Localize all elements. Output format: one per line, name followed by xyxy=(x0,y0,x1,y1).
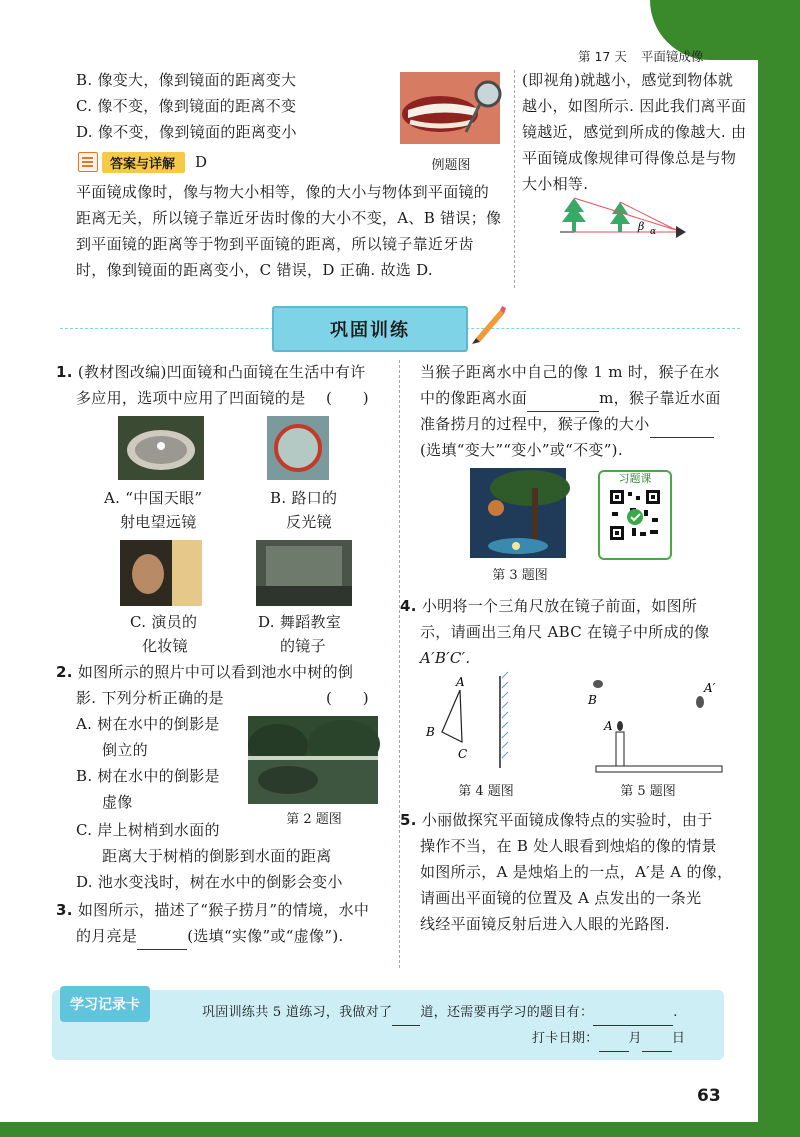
q4-diagram xyxy=(420,672,530,772)
record-month-label: 月 xyxy=(628,1031,642,1046)
section-title-box xyxy=(272,306,468,352)
qr-card[interactable] xyxy=(598,470,672,560)
q1-option-c-line-1: C. 演员的 xyxy=(130,613,198,631)
qr-code-icon xyxy=(608,488,662,542)
q1-line-1 xyxy=(56,360,366,385)
record-text-1b: 道，还需要再学习的题目有： xyxy=(420,1005,594,1020)
q3-line-1 xyxy=(56,898,369,923)
q3-blank-2[interactable] xyxy=(527,386,599,412)
q4-text-1: 小明将一个三角尺放在镜子前面，如图所 xyxy=(421,597,698,615)
record-date-label: 打卡日期： xyxy=(532,1031,599,1046)
q2-number: 2. xyxy=(56,663,73,681)
q2-text-1: 如图所示的照片中可以看到池水中树的倒 xyxy=(77,663,354,681)
q1-number: 1. xyxy=(56,363,73,381)
column-divider-main xyxy=(399,360,400,968)
notebook-icon xyxy=(78,152,98,172)
page-number: 63 xyxy=(697,1086,721,1106)
q1-photo-b xyxy=(267,416,329,480)
q1-paren: ( ) xyxy=(326,389,369,407)
q1-photo-a xyxy=(118,416,204,480)
q3-right-4: (选填“变大”“变小”或“不变”). xyxy=(420,441,623,459)
q4-caption: 第 4 题图 xyxy=(458,784,514,799)
q3-illustration xyxy=(470,468,566,558)
q3-blank-3[interactable] xyxy=(650,412,714,438)
q1-option-d-line-2: 的镜子 xyxy=(280,637,326,655)
q3-right-3 xyxy=(420,412,714,438)
q2-option-a-1: A. 树在水中的倒影是 xyxy=(76,715,220,733)
answer-badge xyxy=(78,152,207,172)
q2-option-d: D. 池水变浅时，树在水中的倒影会变小 xyxy=(76,873,343,891)
q1-text-1: (教材图改编)凹面镜和凸面镜在生活中有许 xyxy=(77,363,366,381)
q2-paren: ( ) xyxy=(326,689,369,707)
q3-line-2 xyxy=(76,924,344,950)
q3-right-2b: m，猴子靠近水面 xyxy=(599,389,721,407)
answer-label: 答案与详解 xyxy=(102,152,185,173)
q5-text-5: 线经平面镜反射后进入人眼的光路图. xyxy=(420,915,670,933)
q4-text-2: 示，请画出三角尺 ABC 在镜子中所成的像 xyxy=(420,623,710,641)
q3-blank-1[interactable] xyxy=(137,924,187,950)
qr-label: 习题课 xyxy=(618,472,652,485)
q2-line-1 xyxy=(56,660,353,685)
record-text-1a: 巩固训练共 5 道练习，我做对了 xyxy=(202,1005,393,1020)
answer-value: D xyxy=(195,153,208,171)
q5-label-a-prime: A′ xyxy=(704,681,716,695)
angle-beta-label: β xyxy=(638,220,645,233)
q3-right-3a: 准备捞月的过程中，猴子像的大小 xyxy=(420,415,650,433)
q3-number: 3. xyxy=(56,901,73,919)
example-option-b: B. 像变大，像到镜面的距离变大 xyxy=(76,71,297,89)
visual-angle-diagram xyxy=(556,194,696,246)
header-topic: 平面镜成像 xyxy=(640,49,704,64)
right-text-3: 镜越近，感觉到所成的像越大. 由 xyxy=(522,123,747,141)
q1-option-c-line-2: 化妆镜 xyxy=(142,637,188,655)
q1-option-b-line-2: 反光镜 xyxy=(286,513,332,531)
angle-alpha-label: α xyxy=(650,227,657,237)
explanation-line-4: 时，像到镜面的距离变小，C 错误，D 正确. 故选 D. xyxy=(76,261,434,279)
right-text-5: 大小相等. xyxy=(522,175,589,193)
q1-photo-d xyxy=(256,540,352,606)
q2-caption: 第 2 题图 xyxy=(286,812,342,827)
q2-option-c-2: 距离大于树梢的倒影到水面的距离 xyxy=(102,847,332,865)
q5-label-b: B xyxy=(588,693,597,707)
pencil-icon xyxy=(470,304,506,344)
q5-diagram xyxy=(590,676,730,780)
q3-right-2 xyxy=(420,386,721,412)
q3-right-1: 当猴子距离水中自己的像 1 m 时，猴子在水 xyxy=(420,363,720,381)
q3-caption: 第 3 题图 xyxy=(492,568,548,583)
q1-option-b-line-1: B. 路口的 xyxy=(270,489,338,507)
q2-option-b-2: 虚像 xyxy=(102,793,133,811)
q1-option-a-line-2: 射电望远镜 xyxy=(120,513,197,531)
q3-right-2a: 中的像距离水面 xyxy=(420,389,528,407)
right-text-1: (即视角)就越小，感觉到物体就 xyxy=(522,71,734,89)
q2-option-a-2: 倒立的 xyxy=(102,741,148,759)
record-blank-month[interactable] xyxy=(599,1026,629,1052)
q1-photo-c xyxy=(120,540,202,606)
q1-option-d-line-1: D. 舞蹈教室 xyxy=(258,613,342,631)
explanation-line-1: 平面镜成像时，像与物大小相等，像的大小与物体到平面镜的 xyxy=(76,183,490,201)
q2-option-c-1: C. 岸上树梢到水面的 xyxy=(76,821,220,839)
q4-number: 4. xyxy=(400,597,417,615)
q4-text-3: A′B′C′. xyxy=(420,649,471,667)
record-blank-day[interactable] xyxy=(642,1026,672,1052)
q4-line-1 xyxy=(400,594,697,619)
explanation-line-2: 距离无关，所以镜子靠近牙齿时像的大小不变，A、B 错误；像 xyxy=(76,209,502,227)
record-blank-correct[interactable] xyxy=(392,1000,420,1026)
bottom-margin-band xyxy=(0,1122,800,1137)
q1-text-2: 多应用，选项中应用了凹面镜的是 xyxy=(76,389,306,407)
q2-option-b-1: B. 树在水中的倒影是 xyxy=(76,767,220,785)
q3-text-1: 如图所示，描述了“猴子捞月”的情境，水中 xyxy=(77,901,370,919)
q2-text-2: 影. 下列分析正确的是 xyxy=(76,689,224,707)
right-text-4: 平面镜成像规律可得像总是与物 xyxy=(522,149,737,167)
q5-label-a: A xyxy=(604,719,613,733)
right-margin-band xyxy=(758,0,800,1137)
explanation-line-3: 到平面镜的距离等于物到平面镜的距离，所以镜子靠近牙齿 xyxy=(76,235,474,253)
header-day: 第 17 天 xyxy=(578,49,627,64)
q4-label-a: A xyxy=(456,675,465,689)
q2-photo xyxy=(248,716,378,804)
record-line-2 xyxy=(532,1026,685,1052)
q5-text-4: 请画出平面镜的位置及 A 点发出的一条光 xyxy=(420,889,702,907)
q4-label-c: C xyxy=(458,747,468,761)
q1-option-a-line-1: A. “中国天眼” xyxy=(104,489,203,507)
q4-label-b: B xyxy=(426,725,435,739)
q3-text-2b: (选填“实像”或“虚像”). xyxy=(187,927,344,945)
q5-text-1: 小丽做探究平面镜成像特点的实验时，由于 xyxy=(421,811,713,829)
q5-number: 5. xyxy=(400,811,417,829)
record-line-1: 巩固训练共 5 道练习，我做对了 道，还需要再学习的题目有： . xyxy=(202,1000,678,1026)
record-tag: 学习记录卡 xyxy=(60,986,150,1022)
column-divider-top xyxy=(514,70,515,288)
section-title: 巩固训练 xyxy=(330,320,410,341)
page-header xyxy=(578,47,717,65)
q5-caption: 第 5 题图 xyxy=(620,784,676,799)
q5-line-1 xyxy=(400,808,713,833)
example-option-c: C. 像不变，像到镜面的距离不变 xyxy=(76,97,297,115)
example-image-caption: 例题图 xyxy=(431,158,471,173)
q5-text-3: 如图所示，A 是烛焰上的一点，A′是 A 的像， xyxy=(420,863,733,881)
record-blank-review[interactable] xyxy=(593,1000,673,1026)
q3-text-2a: 的月亮是 xyxy=(76,927,138,945)
record-day-label: 日 xyxy=(671,1031,686,1046)
teeth-mirror-illustration xyxy=(400,72,500,144)
right-text-2: 越小，如图所示. 因此我们离平面 xyxy=(522,97,747,115)
q5-text-2: 操作不当，在 B 处人眼看到烛焰的像的情景 xyxy=(420,837,717,855)
example-photo xyxy=(400,72,500,144)
study-record-card xyxy=(52,990,724,1060)
example-option-d: D. 像不变，像到镜面的距离变小 xyxy=(76,123,297,141)
